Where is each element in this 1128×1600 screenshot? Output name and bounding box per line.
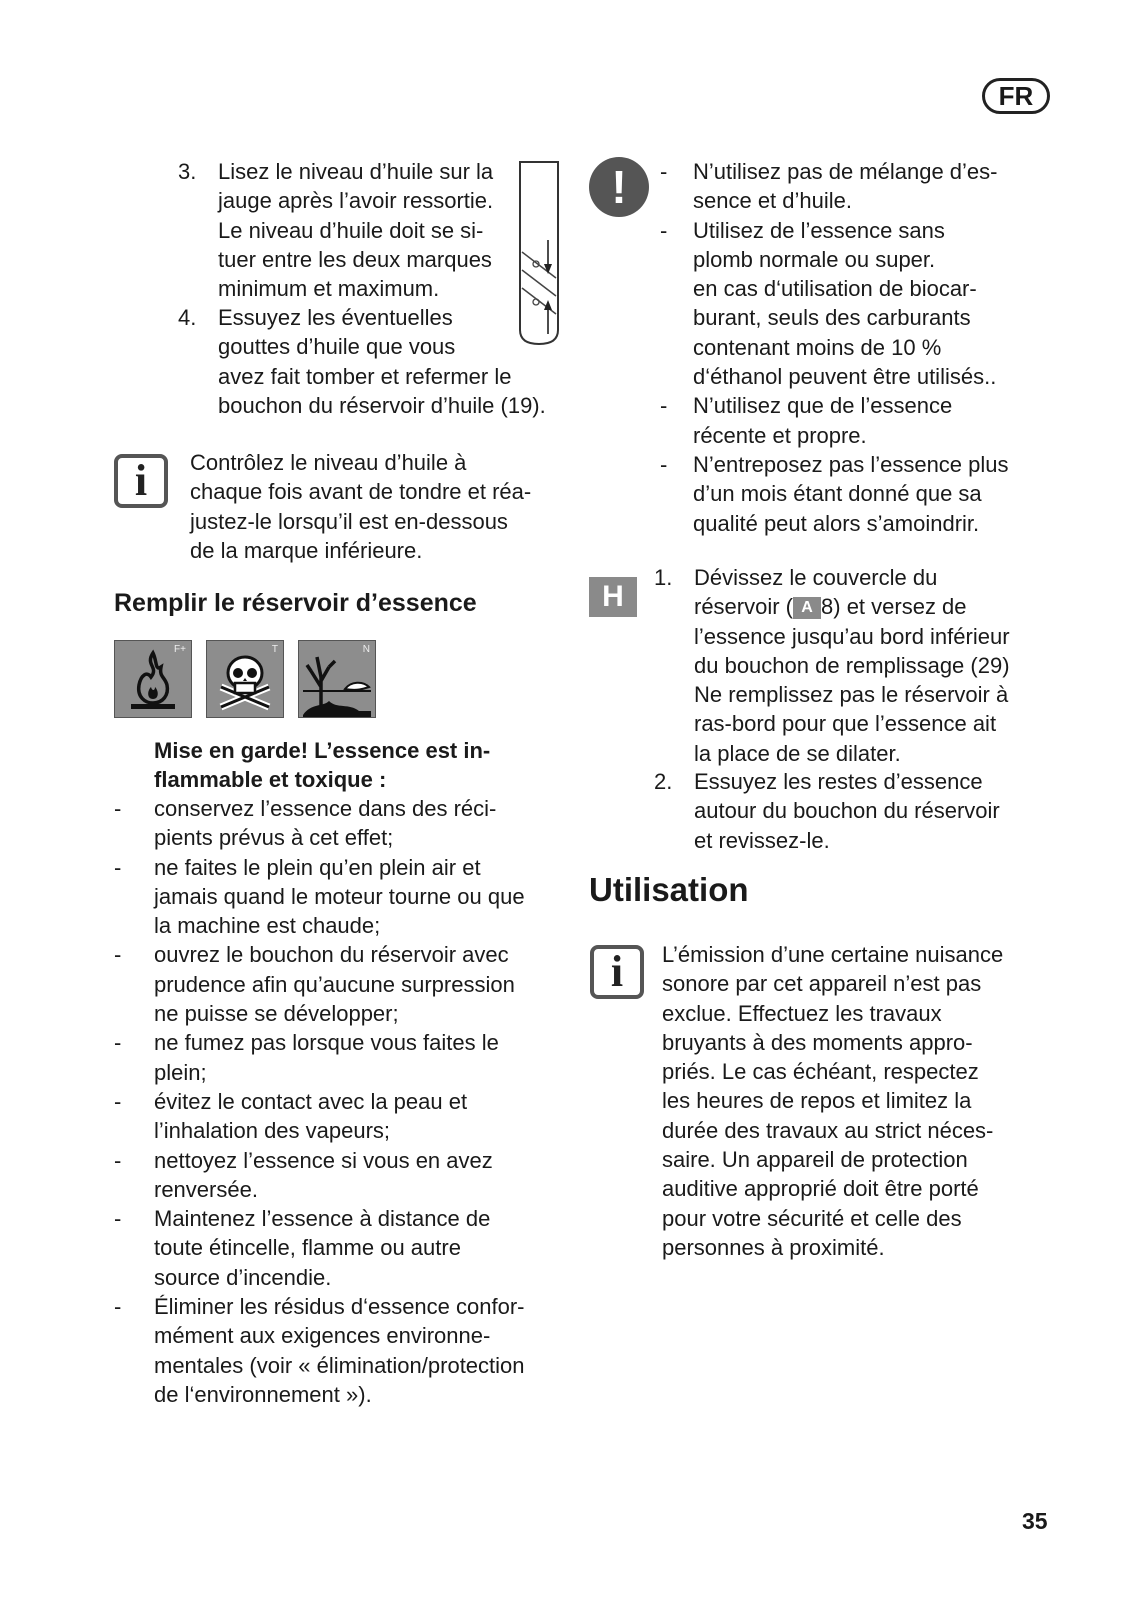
warning-title-line: Mise en garde! L’essence est in- xyxy=(154,738,491,763)
list-item: - nettoyez l’essence si vous en avez renversée. xyxy=(114,1146,574,1205)
info-line: bruyants à des moments appro- xyxy=(662,1029,973,1055)
list-line: d’un mois étant donné que sa xyxy=(693,481,982,507)
step-line xyxy=(694,592,1064,621)
info-line: auditive approprié doit être porté xyxy=(662,1176,979,1202)
list-item: - Maintenez l’essence à distance de toute étincelle, flamme ou autre source d’incendie. xyxy=(114,1204,574,1292)
info-icon: i xyxy=(114,454,168,508)
hazard-code: F+ xyxy=(174,644,186,655)
step-line-part: réservoir ( xyxy=(694,594,794,620)
warning-title-line: flammable et toxique : xyxy=(154,767,387,793)
step-line: jauge après l’avoir ressortie. xyxy=(218,188,494,214)
step-number: 3. xyxy=(178,159,197,184)
list-item: - ne fumez pas lorsque vous faites le plein; xyxy=(114,1028,574,1087)
hazard-toxic xyxy=(206,640,284,718)
list-line: en cas d‘utilisation de biocar- xyxy=(693,276,977,302)
step-line: gouttes d’huile que vous xyxy=(218,334,456,360)
list-line: N’utilisez pas de mélange d’es- xyxy=(693,159,998,184)
hazard-environment xyxy=(298,640,376,718)
step-line: tuer entre les deux marques xyxy=(218,246,492,272)
step-line: Le niveau d’huile doit se si- xyxy=(218,217,484,243)
info-line: justez-le lorsqu’il est en-dessous xyxy=(190,508,508,534)
step-line: la place de se dilater. xyxy=(694,740,901,766)
info-line: de la marque inférieure. xyxy=(190,537,423,563)
step-line: avez fait tomber et refermer le xyxy=(218,363,512,389)
list-line: mentales (voir « élimination/protection xyxy=(154,1352,525,1378)
fill-step-2 xyxy=(654,767,1064,855)
step-number: 4. xyxy=(178,305,197,330)
step-h-badge: H xyxy=(589,577,637,617)
list-line: Maintenez l’essence à distance de xyxy=(154,1206,491,1232)
list-line: contenant moins de 10 % xyxy=(693,334,942,360)
info-line: les heures de repos et limitez la xyxy=(662,1088,972,1114)
warning-list xyxy=(114,794,574,1409)
info-line: Contrôlez le niveau d’huile à xyxy=(190,450,467,475)
step-line: Essuyez les restes d’essence xyxy=(694,769,983,794)
info-line: exclue. Effectuez les travaux xyxy=(662,1000,942,1026)
list-line: ne puisse se développer; xyxy=(154,1001,399,1027)
list-line: ne faites le plein qu’en plein air et xyxy=(154,854,481,880)
list-line: conservez l’essence dans des réci- xyxy=(154,796,497,821)
list-line: l’inhalation des vapeurs; xyxy=(154,1118,391,1144)
list-item: - N’utilisez pas de mélange d’es- sence et d’huile. xyxy=(660,157,1060,216)
list-line: sence et d’huile. xyxy=(693,188,852,214)
list-line: pients prévus à cet effet; xyxy=(154,825,394,851)
step-line: Ne remplissez pas le réservoir à xyxy=(694,682,1009,708)
caution-icon: ! xyxy=(589,157,649,217)
list-line: d‘éthanol peuvent être utilisés.. xyxy=(693,364,997,390)
list-line: toute étincelle, flamme ou autre xyxy=(154,1235,461,1261)
info-note-oil xyxy=(190,448,570,565)
list-line: renversée. xyxy=(154,1176,258,1202)
step-line: Essuyez les éventuelles xyxy=(218,305,453,330)
list-line: prudence afin qu’aucune surpression xyxy=(154,971,515,997)
list-line: plomb normale ou super. xyxy=(693,246,936,272)
list-line: Utilisez de l’essence sans xyxy=(693,217,945,243)
list-line: Éliminer les résidus d‘essence confor- xyxy=(154,1294,525,1320)
step-line: ras-bord pour que l’essence ait xyxy=(694,711,997,737)
list-item: - N’entreposez pas l’essence plus d’un mois étant donné que sa qualité peut alors s’amoindrir. xyxy=(660,450,1060,538)
info-line: chaque fois avant de tondre et réa- xyxy=(190,479,532,505)
step-line: Dévissez le couvercle du xyxy=(694,565,938,590)
main-heading: Utilisation xyxy=(589,871,749,908)
info-line: sonore par cet appareil n’est pas xyxy=(662,971,982,997)
step-line: autour du bouchon du réservoir xyxy=(694,798,1000,824)
list-line: N’utilisez que de l’essence xyxy=(693,393,953,419)
step-line: minimum et maximum. xyxy=(218,276,440,302)
hazard-flammable xyxy=(114,640,192,718)
fill-step-1 xyxy=(654,563,1064,768)
list-line: burant, seuls des carburants xyxy=(693,305,971,331)
list-item: - évitez le contact avec la peau et l’inhalation des vapeurs; xyxy=(114,1087,574,1146)
list-item: - Éliminer les résidus d‘essence confor- mément aux exigences environne- mentales (voir « élimination/protection de l‘environnement »). xyxy=(114,1292,574,1409)
hazard-code: N xyxy=(362,644,370,655)
list-line: la machine est chaude; xyxy=(154,913,381,939)
step-line: l’essence jusqu’au bord inférieur xyxy=(694,623,1010,649)
list-line: plein; xyxy=(154,1059,207,1085)
list-line: ouvrez le bouchon du réservoir avec xyxy=(154,942,509,968)
list-line: mément aux exigences environne- xyxy=(154,1323,491,1349)
info-line: personnes à proximité. xyxy=(662,1234,885,1260)
list-line: N’entreposez pas l’essence plus xyxy=(693,451,1009,477)
warning-title xyxy=(154,736,574,795)
caution-list xyxy=(660,157,1060,538)
info-line: pour votre sécurité et celle des xyxy=(662,1205,962,1231)
list-item: - N’utilisez que de l’essence récente et propre. xyxy=(660,391,1060,450)
step-number: 1. xyxy=(654,565,673,590)
step-line: et revissez-le. xyxy=(694,827,830,853)
list-item: - ouvrez le bouchon du réservoir avec prudence afin qu’aucune surpression ne puisse se développer; xyxy=(114,940,574,1028)
info-icon: i xyxy=(590,945,644,999)
list-line: jamais quand le moteur tourne ou que xyxy=(154,883,525,909)
info-line: priés. Le cas échéant, respectez xyxy=(662,1059,979,1085)
step-number: 2. xyxy=(654,769,673,794)
section-heading: Remplir le réservoir d’essence xyxy=(114,589,477,617)
page-number: 35 xyxy=(1022,1508,1048,1534)
dipstick-illustration xyxy=(518,160,562,348)
hazard-code: T xyxy=(271,644,278,655)
language-badge: FR xyxy=(982,78,1050,114)
list-line: ne fumez pas lorsque vous faites le xyxy=(154,1030,499,1056)
info-line: L’émission d’une certaine nuisance xyxy=(662,942,1004,967)
list-item: - Utilisez de l’essence sans plomb normale ou super. en cas d‘utilisation de biocar- burant, seuls des carburants contenant moins de 10 % d‘éthanol peuvent être utilisés.. xyxy=(660,216,1060,392)
list-line: source d’incendie. xyxy=(154,1264,332,1290)
list-line: qualité peut alors s’amoindrir. xyxy=(693,510,980,536)
info-line: durée des travaux au strict néces- xyxy=(662,1117,994,1143)
list-line: nettoyez l’essence si vous en avez xyxy=(154,1147,493,1173)
info-line: saire. Un appareil de protection xyxy=(662,1147,968,1173)
step-3 xyxy=(178,157,538,303)
list-line: évitez le contact avec la peau et xyxy=(154,1088,468,1114)
list-item: - conservez l’essence dans des réci- pients prévus à cet effet; xyxy=(114,794,574,853)
step-line: bouchon du réservoir d’huile (19). xyxy=(218,392,546,418)
step-line: Lisez le niveau d’huile sur la xyxy=(218,159,494,184)
list-line: récente et propre. xyxy=(693,422,867,448)
list-item: - ne faites le plein qu’en plein air et jamais quand le moteur tourne ou que la machine est chaude; xyxy=(114,853,574,941)
figure-ref-badge: A xyxy=(793,597,821,619)
step-line: du bouchon de remplissage (29) xyxy=(694,652,1010,678)
step-line-part: 8) et versez de xyxy=(821,594,967,620)
list-line: de l‘environnement »). xyxy=(154,1381,372,1407)
info-note-noise xyxy=(662,940,1072,1262)
